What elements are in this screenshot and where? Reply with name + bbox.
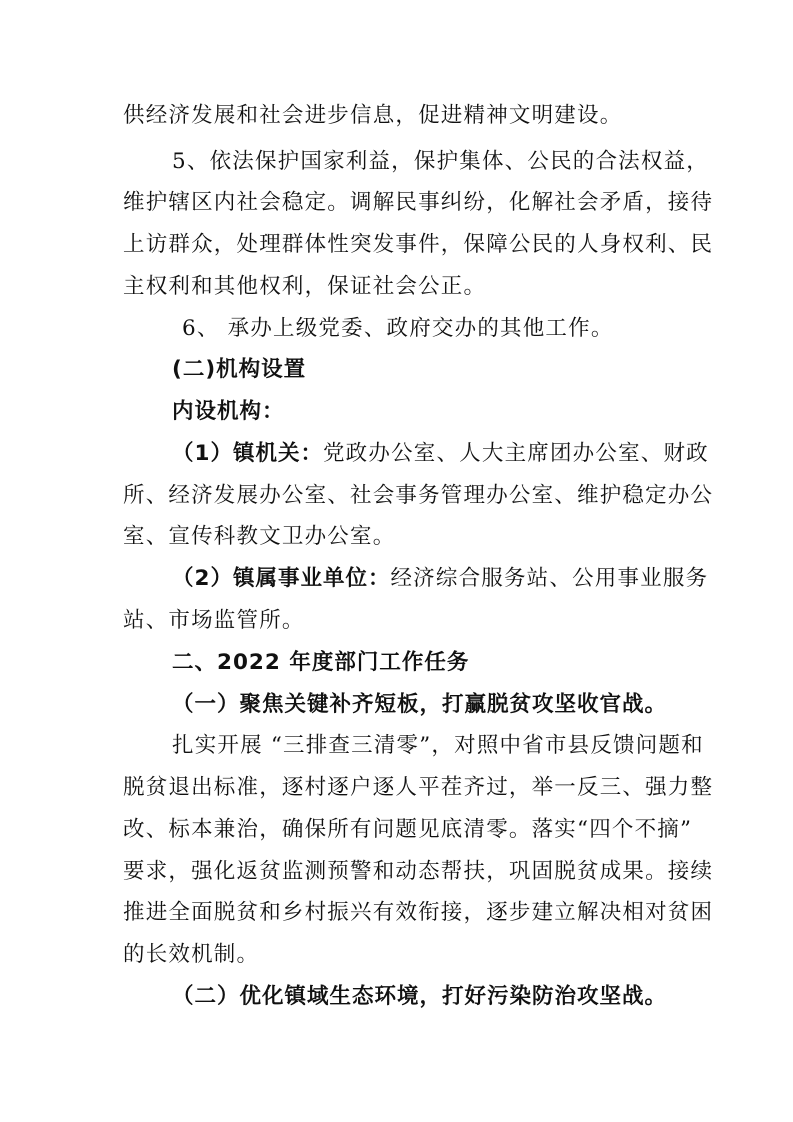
paragraph-line bbox=[172, 564, 793, 594]
section-heading: （二）优化镇域生态环境，打好污染防治攻坚战。 bbox=[172, 984, 668, 1009]
chapter-heading: 二、2022 年度部门工作任务 bbox=[172, 650, 470, 675]
item-label: （2）镇属事业单位： bbox=[172, 566, 391, 591]
paragraph-line: 站、市场监管所。 bbox=[123, 608, 305, 633]
paragraph-line: 供经济发展和社会进步信息，促进精神文明建设。 bbox=[123, 103, 623, 128]
subsection-heading: 内设机构： bbox=[172, 399, 285, 424]
paragraph-line: 5、依法保护国家利益，保护集体、公民的合法权益， bbox=[172, 149, 709, 174]
section-heading: （一）聚焦关键补齐短板，打赢脱贫攻坚收官战。 bbox=[172, 692, 668, 717]
paragraph-line: 脱贫退出标准，逐村逐户逐人平茬齐过，举一反三、强力整 bbox=[123, 775, 714, 800]
paragraph-line: 室、宣传科教文卫办公室。 bbox=[123, 524, 396, 549]
paragraph-line: 推进全面脱贫和乡村振兴有效衔接，逐步建立解决相对贫困 bbox=[123, 900, 714, 925]
paragraph-line: 要求，强化返贫监测预警和动态帮扶，巩固脱贫成果。接续 bbox=[123, 859, 714, 884]
paragraph-line: 主权利和其他权利，保证社会公正。 bbox=[123, 274, 487, 299]
paragraph-line: 改、标本兼治，确保所有问题见底清零。落实“四个不摘” bbox=[123, 817, 693, 842]
item-label: （1）镇机关： bbox=[172, 441, 323, 466]
paragraph-line: 上访群众，处理群体性突发事件，保障公民的人身权利、民 bbox=[123, 232, 714, 257]
paragraph-line: 扎实开展 “三排查三清零”，对照中省市县反馈问题和 bbox=[172, 733, 704, 758]
paragraph-line: 所、经济发展办公室、社会事务管理办公室、维护稳定办公 bbox=[123, 483, 714, 508]
section-heading: (二)机构设置 bbox=[172, 357, 307, 382]
paragraph-line: 的长效机制。 bbox=[123, 942, 260, 967]
paragraph-line: 6、 承办上级党委、政府交办的其他工作。 bbox=[182, 316, 614, 341]
item-text: 党政办公室、人大主席团办公室、财政 bbox=[322, 441, 709, 466]
item-text: 经济综合服务站、公用事业服务 bbox=[390, 566, 709, 591]
paragraph-line bbox=[172, 439, 793, 469]
paragraph-line: 维护辖区内社会稳定。调解民事纠纷，化解社会矛盾，接待 bbox=[123, 190, 714, 215]
